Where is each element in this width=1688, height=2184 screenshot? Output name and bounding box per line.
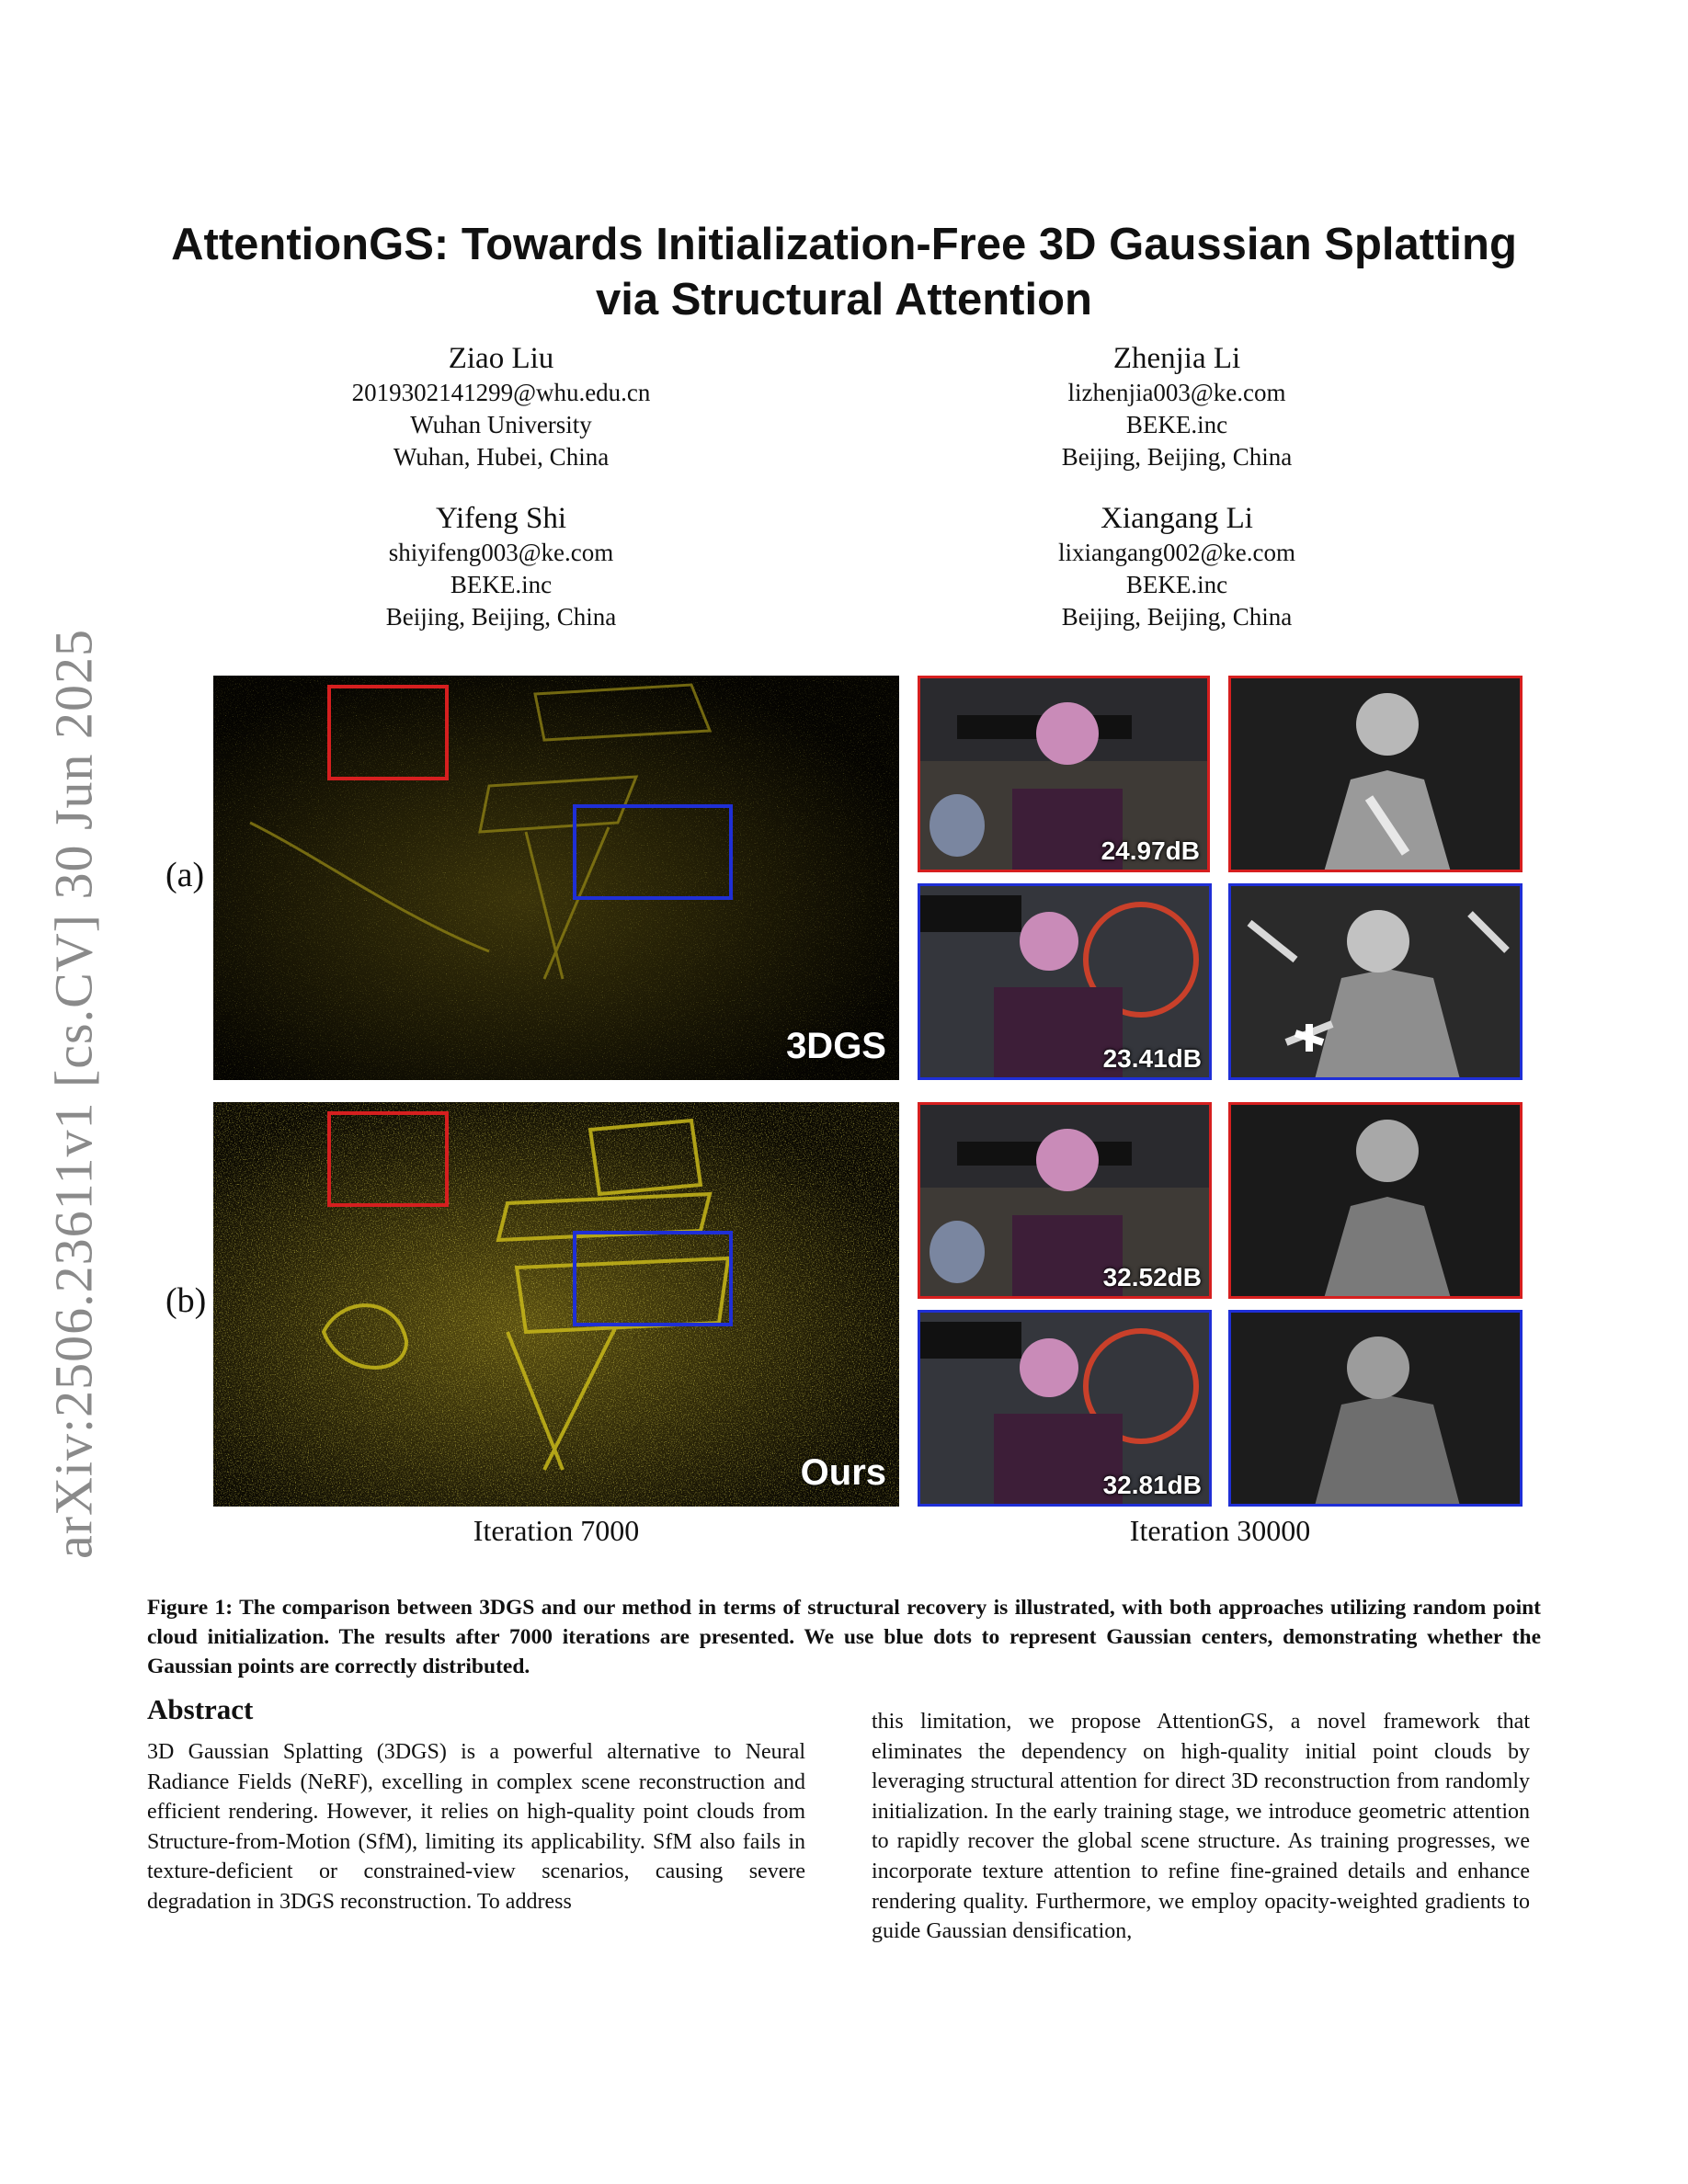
depth-3dgs-blue	[1228, 883, 1523, 1080]
author-name: Xiangang Li	[1101, 502, 1253, 535]
author-block-2	[901, 340, 1453, 473]
render-ours-red	[918, 1102, 1212, 1299]
depth-image	[1231, 678, 1523, 872]
row-label-a: (a)	[165, 856, 205, 894]
psnr-label: 24.97dB	[1101, 836, 1200, 865]
point-cloud-3dgs	[213, 676, 899, 1080]
author-block-3	[225, 500, 777, 633]
abstract-heading: Abstract	[147, 1693, 254, 1725]
author-name: Ziao Liu	[448, 342, 554, 375]
iteration-right-label: Iteration 30000	[1129, 1514, 1311, 1547]
author-affiliation: BEKE.inc	[1125, 571, 1228, 598]
paper-title	[147, 217, 1541, 327]
author-name: Yifeng Shi	[435, 502, 567, 535]
title-line-2: via Structural Attention	[596, 275, 1092, 324]
figure-1	[147, 676, 1541, 1558]
psnr-label: 32.81dB	[1102, 1471, 1202, 1499]
depth-image	[1231, 1313, 1523, 1507]
iteration-left-label: Iteration 7000	[473, 1514, 640, 1547]
author-name: Zhenjia Li	[1112, 342, 1241, 375]
point-cloud-ours	[213, 1102, 899, 1507]
method-label-3dgs: 3DGS	[786, 1026, 886, 1066]
arxiv-sidebar	[28, 607, 120, 1581]
depth-image	[1231, 886, 1523, 1080]
author-email: 2019302141299@whu.edu.cn	[351, 379, 651, 406]
author-affiliation: Wuhan University	[410, 411, 592, 438]
row-label-b: (b)	[165, 1281, 207, 1320]
title-line-1: AttentionGS: Towards Initialization-Free 3D Gaussian Splatting	[171, 220, 1517, 269]
point-cloud-3dgs-image	[213, 676, 899, 1080]
author-location: Beijing, Beijing, China	[1061, 603, 1293, 631]
author-location: Beijing, Beijing, China	[1061, 443, 1293, 471]
author-email: lizhenjia003@ke.com	[1067, 379, 1286, 406]
author-block-1	[225, 340, 777, 473]
psnr-label: 23.41dB	[1102, 1044, 1202, 1073]
psnr-label: 32.52dB	[1102, 1263, 1202, 1291]
depth-image	[1231, 1105, 1523, 1299]
depth-3dgs-red	[1228, 676, 1523, 872]
author-email: shiyifeng003@ke.com	[388, 539, 614, 566]
arxiv-id: arXiv:2506.23611v1 [cs.CV] 30 Jun 2025	[43, 628, 104, 1560]
point-cloud-ours-image	[213, 1102, 899, 1507]
author-location: Wuhan, Hubei, China	[393, 443, 610, 471]
author-email: lixiangang002@ke.com	[1057, 539, 1296, 566]
render-ours-blue	[918, 1310, 1212, 1507]
method-label-ours: Ours	[800, 1452, 886, 1493]
render-3dgs-red	[918, 676, 1210, 872]
abstract-right-column: this limitation, we propose AttentionGS, a novel framework that eliminates the dependency on high-quality initial point clouds by leveraging structural attention for direct 3D reconstruction from randomly initialization. In the early training stage, we introduce geometric attention to rapidly recover the global scene structure. As training progresses, we incorporate texture attention to refine fine-grained details and enhance rendering quality. Furthermore, we employ opacity-weighted gradients to guide Gaussian densification,	[872, 1710, 1530, 1944]
figure-caption: Figure 1: The comparison between 3DGS and our method in terms of structural recovery is illustrated, with both approaches utilizing random point cloud initialization. The results after 7000 iterations are presented. We use blue dots to represent Gaussian centers, demonstrating whether the Gaussian points are correctly distributed.	[147, 1596, 1541, 1678]
author-affiliation: BEKE.inc	[1125, 411, 1228, 438]
abstract-left-column: 3D Gaussian Splatting (3DGS) is a powerful alternative to Neural Radiance Fields (NeRF), excelling in complex scene reconstruction and efficient rendering. However, it relies on high-quality point clouds from Structure-from-Motion (SfM), limiting its applicability. SfM also fails in texture-deficient or constrained-view scenarios, causing severe degradation in 3DGS reconstruction. To address	[147, 1740, 805, 1914]
author-block-4	[901, 500, 1453, 633]
author-affiliation: BEKE.inc	[450, 571, 553, 598]
render-3dgs-blue	[918, 883, 1212, 1080]
depth-ours-blue	[1228, 1310, 1523, 1507]
depth-ours-red	[1228, 1102, 1523, 1299]
author-location: Beijing, Beijing, China	[385, 603, 617, 631]
